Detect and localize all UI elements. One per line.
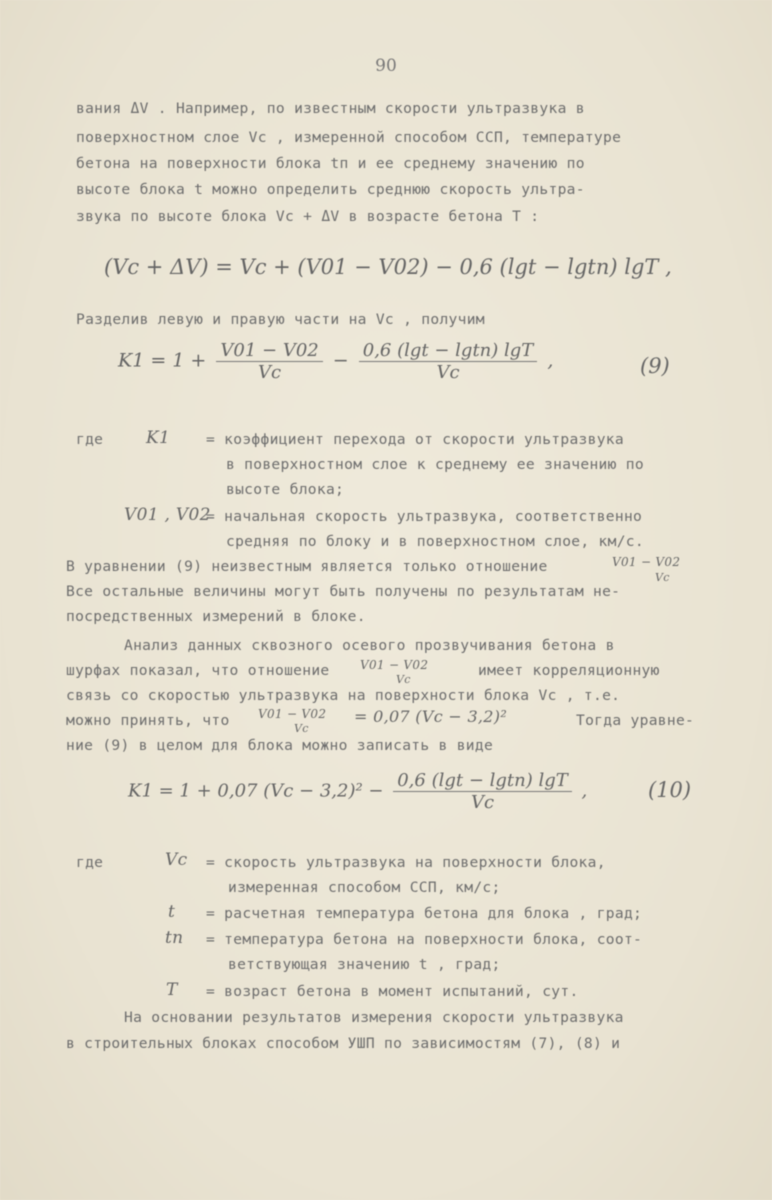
text-line: высоте блока t можно определить среднюю скорость ультра- bbox=[76, 181, 585, 198]
text-line: посредственных измерений в блоке. bbox=[66, 608, 366, 625]
text-line: = скорость ультразвука на поверхности блока, bbox=[206, 854, 606, 871]
ratio-denominator-1: Vc bbox=[655, 571, 670, 584]
text-line: средняя по блоку и в поверхностном слое, км/с. bbox=[226, 533, 644, 550]
text-line: где bbox=[76, 431, 104, 448]
equation-10 bbox=[128, 770, 587, 813]
eq9-denominator-2: Vc bbox=[359, 361, 538, 383]
symbol-T: T bbox=[166, 980, 178, 1000]
eq9-denominator-1: Vc bbox=[216, 361, 322, 383]
equation-8: (Vc + ΔV) = Vc + (V01 − V02) − 0,6 (lgt − lgtп) lgT , bbox=[104, 255, 672, 279]
text-line: в строительных блоках способом УШП по зависимостям (7), (8) и bbox=[66, 1035, 621, 1052]
text-line: бетона на поверхности блока tп и ее среднему значению по bbox=[76, 155, 585, 172]
eq10-lhs: K1 = 1 + 0,07 (Vc − 3,2)² − bbox=[128, 780, 384, 802]
eq9-lhs: K1 = 1 + bbox=[118, 349, 207, 372]
eq10-denominator: Vc bbox=[393, 791, 572, 813]
eq10-numerator: 0,6 (lgt − lgtп) lgT bbox=[397, 770, 568, 791]
text-line: где bbox=[76, 854, 104, 871]
text-line: = коэффициент перехода от скорости ультразвука bbox=[206, 431, 624, 448]
text-line: = начальная скорость ультразвука, соответственно bbox=[206, 508, 643, 525]
ratio-inline-3: V01 − V02 bbox=[258, 707, 327, 721]
text-line: высоте блока; bbox=[226, 481, 345, 498]
text-line: Разделив левую и правую части на Vc , получим bbox=[76, 311, 485, 328]
text-line: измеренная способом ССП, км/с; bbox=[228, 879, 501, 896]
ratio-denominator-2: Vc bbox=[396, 673, 411, 686]
eq9-fraction-2 bbox=[359, 340, 538, 383]
text-line: поверхностном слое Vc , измеренной способом ССП, температуре bbox=[76, 129, 622, 146]
text-line: = температура бетона на поверхности блока, соот- bbox=[206, 931, 643, 948]
text-line: шурфах показал, что отношение bbox=[66, 662, 330, 679]
eq9-minus: − bbox=[332, 349, 349, 372]
symbol-k1: K1 bbox=[146, 428, 171, 448]
equation-9 bbox=[118, 340, 553, 383]
text-line: имеет корреляционную bbox=[478, 662, 660, 679]
symbol-t: t bbox=[168, 902, 176, 922]
text-line: = возраст бетона в момент испытаний, сут. bbox=[206, 983, 579, 1000]
ratio-denominator-3: Vc bbox=[294, 722, 309, 735]
eq9-fraction-1 bbox=[216, 340, 322, 383]
eq9-numerator-1: V01 − V02 bbox=[220, 340, 319, 361]
text-line: ние (9) в целом для блока можно записать в виде bbox=[66, 737, 494, 754]
eq10-fraction bbox=[393, 770, 572, 813]
text-line: Анализ данных сквозного осевого прозвучивания бетона в bbox=[124, 637, 615, 654]
symbol-v01-v02: V01 , V02 bbox=[124, 505, 211, 525]
page-number: 90 bbox=[375, 56, 397, 76]
equation-10-number: (10) bbox=[648, 778, 692, 802]
ratio-inline-2: V01 − V02 bbox=[360, 658, 429, 672]
text-line: Все остальные величины могут быть получены по результатам не- bbox=[66, 583, 621, 600]
approximation: = 0,07 (Vc − 3,2)² bbox=[354, 707, 508, 726]
eq10-comma: , bbox=[581, 780, 588, 802]
text-line: связь со скоростью ультразвука на поверхности блока Vc , т.е. bbox=[66, 687, 621, 704]
equation-9-number: (9) bbox=[640, 354, 670, 378]
ratio-numerator: V01 − V02 bbox=[612, 555, 681, 569]
text-line: звука по высоте блока Vc + ΔV в возрасте бетона Т : bbox=[76, 208, 540, 225]
symbol-tn: tп bbox=[165, 928, 184, 948]
eq9-comma: , bbox=[547, 349, 554, 372]
text-line: В уравнении (9) неизвестным является только отношение bbox=[66, 558, 548, 575]
symbol-vc: Vc bbox=[165, 850, 188, 870]
text-line: можно принять, что bbox=[66, 712, 230, 729]
text-line: Тогда уравне- bbox=[576, 712, 695, 729]
eq9-numerator-2: 0,6 (lgt − lgtп) lgT bbox=[362, 340, 534, 361]
text-line: = расчетная температура бетона для блока , град; bbox=[206, 905, 643, 922]
text-line: в поверхностном слое к среднему ее значению по bbox=[226, 456, 644, 473]
text-line: На основании результатов измерения скорости ультразвука bbox=[124, 1009, 624, 1026]
text-line: вания ΔV . Например, по известным скорости ультразвука в bbox=[76, 100, 585, 117]
ratio-inline-1 bbox=[612, 552, 680, 572]
text-line: ветствующая значению t , град; bbox=[228, 956, 501, 973]
